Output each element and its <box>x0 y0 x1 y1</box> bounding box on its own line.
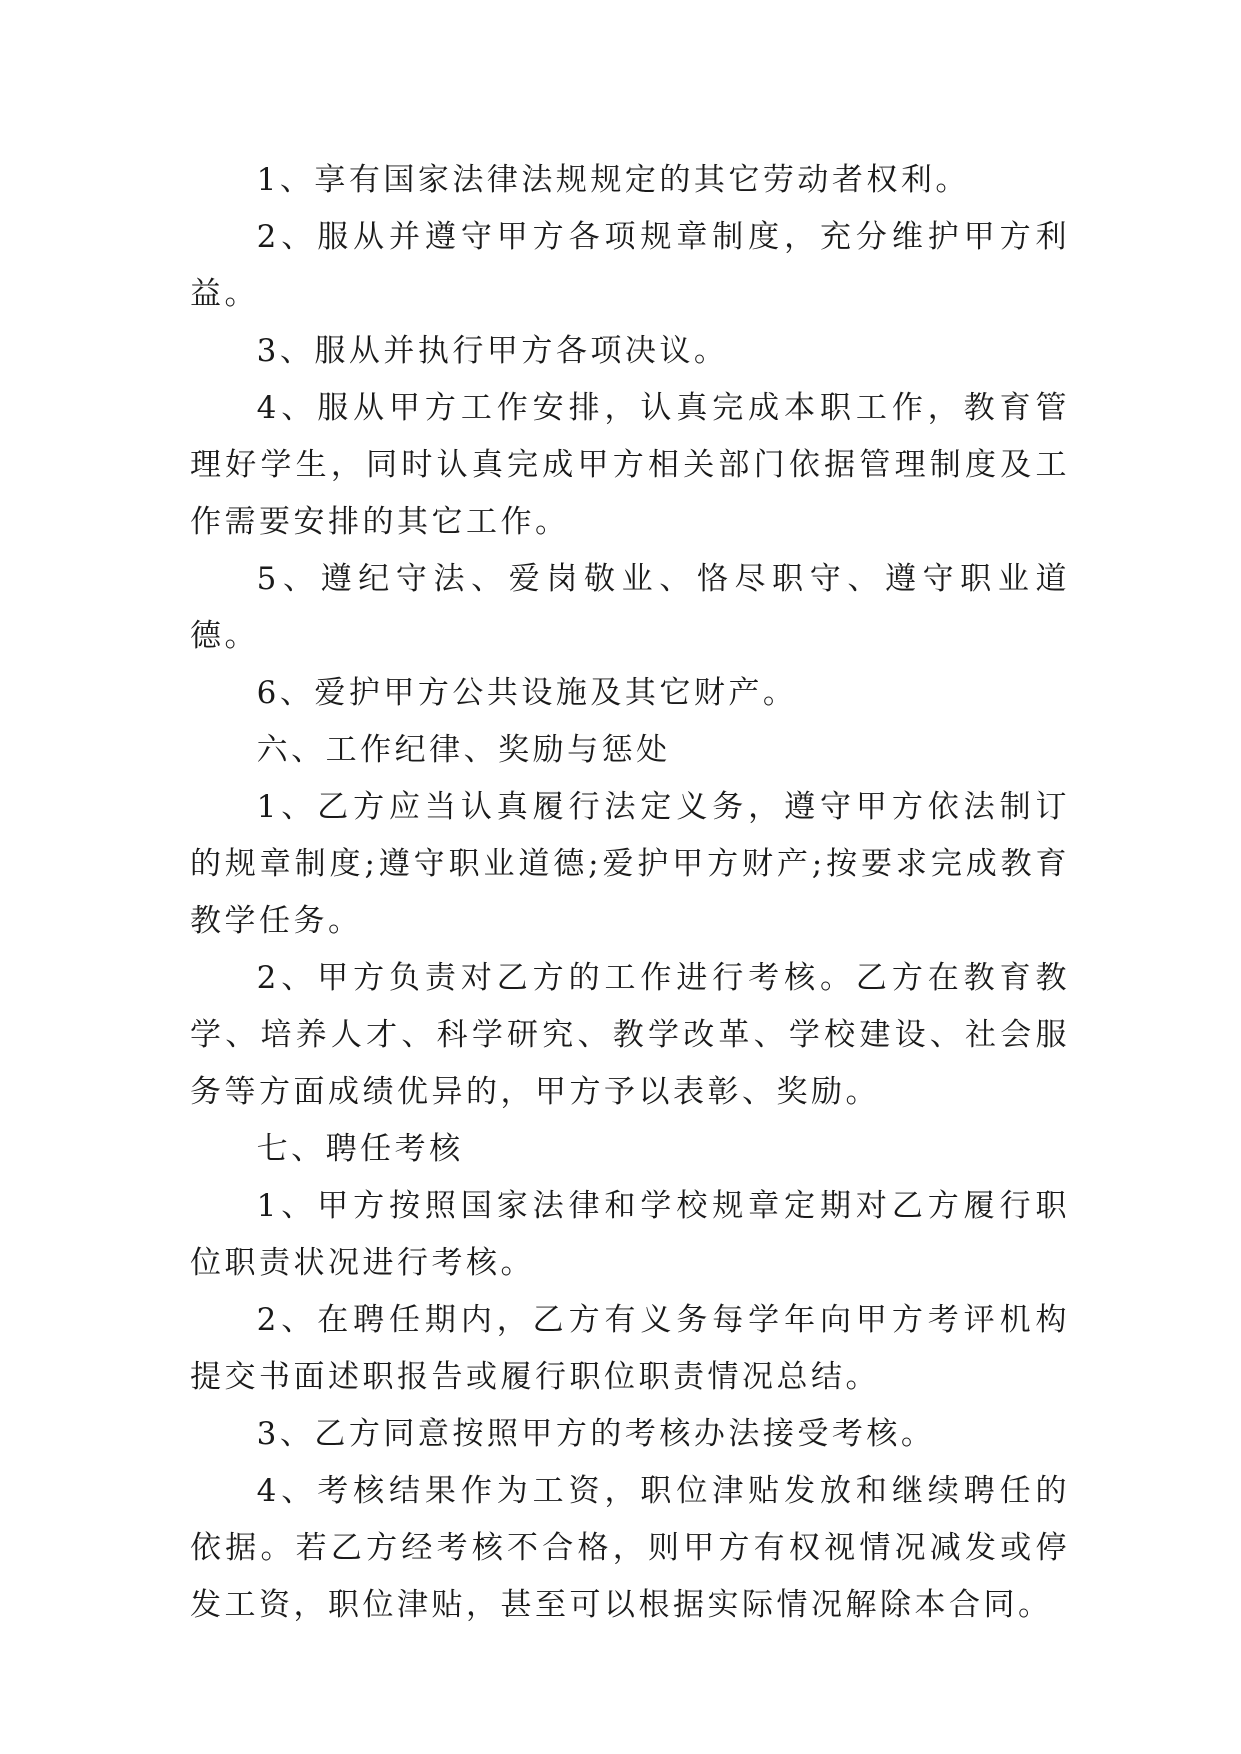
paragraph-discipline-1: 1、乙方应当认真履行法定义务，遵守甲方依法制订的规章制度;遵守职业道德;爱护甲方财产;按要求完成教育教学任务。 <box>190 789 1070 939</box>
paragraph-duty-2: 2、服从并遵守甲方各项规章制度，充分维护甲方利益。 <box>190 219 1070 312</box>
paragraph-duty-4: 4、服从甲方工作安排，认真完成本职工作，教育管理好学生，同时认真完成甲方相关部门依据管理制度及工作需要安排的其它工作。 <box>190 390 1070 540</box>
paragraph-assessment-3: 3、乙方同意按照甲方的考核办法接受考核。 <box>256 1416 936 1452</box>
paragraph-discipline-2: 2、甲方负责对乙方的工作进行考核。乙方在教育教学、培养人才、科学研究、教学改革、学校建设、社会服务等方面成绩优异的，甲方予以表彰、奖励。 <box>190 960 1070 1110</box>
section-heading-discipline: 六、工作纪律、奖励与惩处 <box>256 732 671 768</box>
paragraph-assessment-4: 4、考核结果作为工资，职位津贴发放和继续聘任的依据。若乙方经考核不合格，则甲方有权视情况减发或停发工资，职位津贴，甚至可以根据实际情况解除本合同。 <box>190 1473 1070 1623</box>
paragraph-assessment-1: 1、甲方按照国家法律和学校规章定期对乙方履行职位职责状况进行考核。 <box>190 1188 1070 1281</box>
section-heading-assessment: 七、聘任考核 <box>256 1131 464 1167</box>
paragraph-duty-5: 5、遵纪守法、爱岗敬业、恪尽职守、遵守职业道德。 <box>190 561 1070 654</box>
document-body <box>190 152 1070 1634</box>
paragraph-duty-6: 6、爱护甲方公共设施及其它财产。 <box>256 675 798 711</box>
paragraph-assessment-2: 2、在聘任期内，乙方有义务每学年向甲方考评机构提交书面述职报告或履行职位职责情况总结。 <box>190 1302 1070 1395</box>
paragraph-right-1: 1、享有国家法律法规规定的其它劳动者权利。 <box>256 162 970 198</box>
paragraph-duty-3: 3、服从并执行甲方各项决议。 <box>256 333 729 369</box>
